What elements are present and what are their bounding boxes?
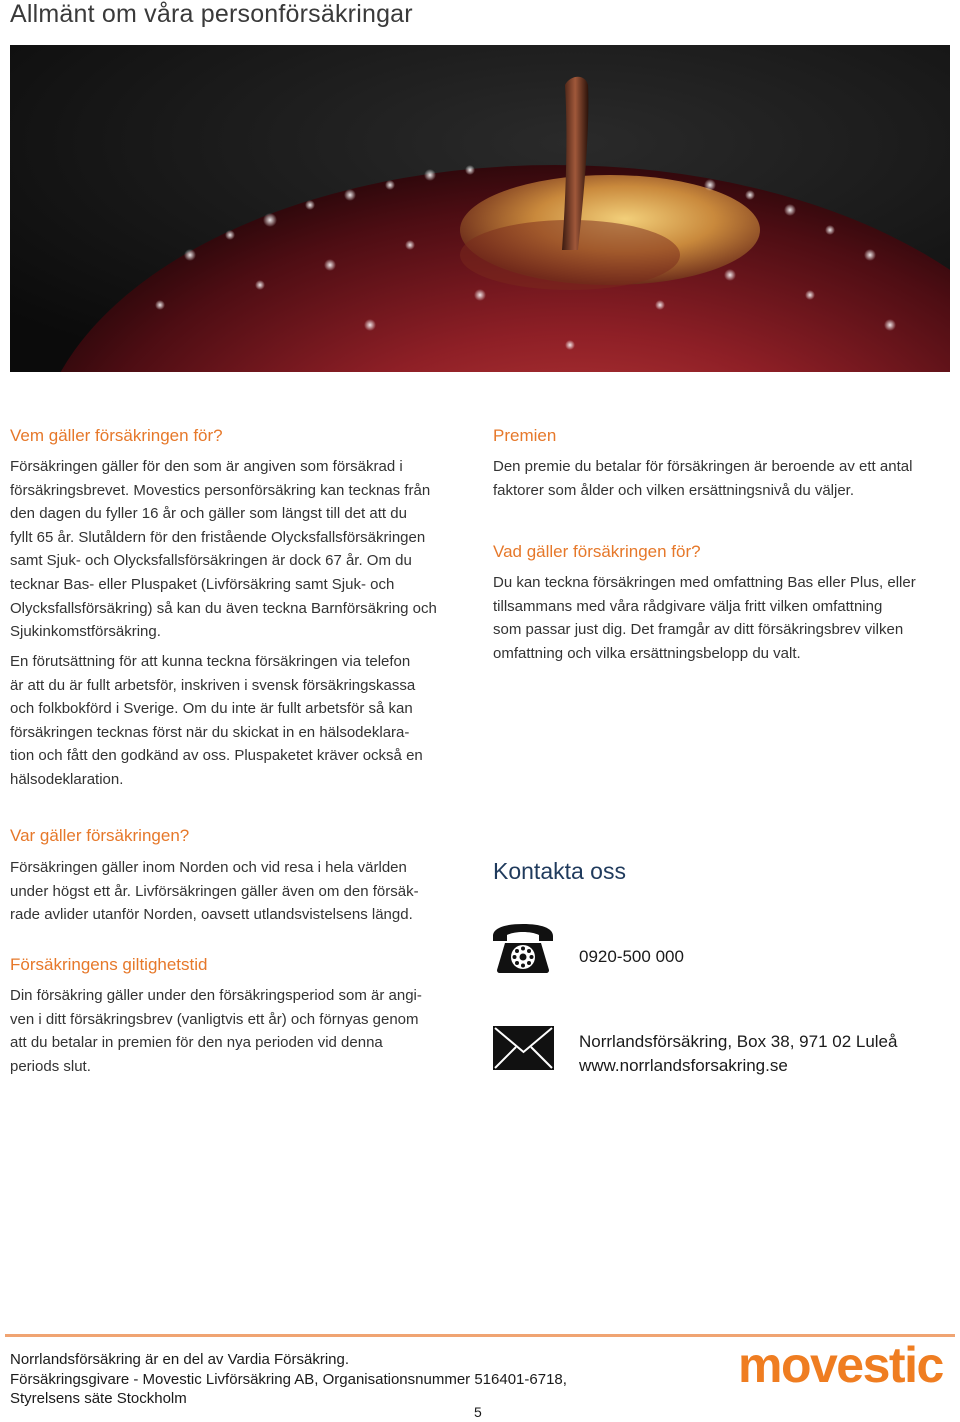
text-line: Försäkringen gäller för den som är angiven som försäkrad i xyxy=(10,458,403,475)
footer-text xyxy=(10,1350,567,1409)
text-line: tillsammans med våra rådgivare välja fritt vilken omfattning xyxy=(493,597,883,615)
paragraph-var xyxy=(10,856,480,927)
heading-premien: Premien xyxy=(493,426,557,445)
footer-line: Försäkringsgivare - Movestic Livförsäkring AB, Organisationsnummer 516401-6718, xyxy=(10,1370,567,1388)
phone-icon xyxy=(491,922,555,974)
paragraph-premien xyxy=(493,455,958,502)
text-line: försäkringsbrevet. Movestics personförsäkring kan tecknas från xyxy=(10,481,431,499)
page-title: Allmänt om våra personförsäkringar xyxy=(10,0,413,28)
text-line: hälsodeklaration. xyxy=(10,770,124,788)
website-link[interactable]: www.norrlandsforsakring.se xyxy=(579,1056,788,1075)
page-number: 5 xyxy=(474,1404,482,1420)
phone-number[interactable]: 0920-500 000 xyxy=(579,947,684,966)
text-line: och folkbokförd i Sverige. Om du inte är fullt arbetsför så kan xyxy=(10,700,413,718)
text-line: Olycksfallsförsäkring) så kan du även teckna Barnförsäkring och xyxy=(10,599,437,617)
text-line: rade avlider utanför Norden, oavsett utlandsvistelsens längd. xyxy=(10,906,413,924)
text-line: tion och fått den godkänd av oss. Pluspaketet kräver också en xyxy=(10,747,423,765)
heading-var: Var gäller försäkringen? xyxy=(10,826,190,845)
text-line: Sjukinkomstförsäkring. xyxy=(10,623,161,641)
text-line: under högst ett år. Livförsäkringen gäller även om den försäk- xyxy=(10,882,419,900)
paragraph-giltighet xyxy=(10,984,480,1078)
footer-line: Norrlandsförsäkring är en del av Vardia Försäkring. xyxy=(10,1351,350,1368)
mail-icon xyxy=(493,1026,554,1070)
text-line: ven i ditt försäkringsbrev (vanligtvis ett år) och förnyas genom xyxy=(10,1010,419,1028)
heading-giltighet: Försäkringens giltighetstid xyxy=(10,955,208,974)
text-line: är att du är fullt arbetsför, inskriven i svensk försäkringskassa xyxy=(10,676,416,694)
text-line: Försäkringen gäller inom Norden och vid resa i hela världen xyxy=(10,859,407,876)
paragraph-vad xyxy=(493,571,958,665)
text-line: omfattning och vilka ersättningsbelopp du valt. xyxy=(493,644,801,662)
text-line: Din försäkring gäller under den försäkringsperiod som är angi- xyxy=(10,987,422,1004)
text-line: faktorer som ålder och vilken ersättningsnivå du väljer. xyxy=(493,481,855,499)
heading-vad: Vad gäller försäkringen för? xyxy=(493,542,701,561)
text-line: tecknar Bas- eller Pluspaket (Livförsäkring samt Sjuk- och xyxy=(10,575,395,593)
text-line: Den premie du betalar för försäkringen är beroende av ett antal xyxy=(493,458,913,475)
postal-address: Norrlandsförsäkring, Box 38, 971 02 Luleå xyxy=(579,1032,898,1051)
movestic-logo: movestic xyxy=(738,1337,943,1393)
text-line: den dagen du fyller 16 år och gäller som längst till det att du xyxy=(10,505,407,523)
text-line: En förutsättning för att kunna teckna försäkringen via telefon xyxy=(10,653,411,670)
text-line: att du betalar in premien för den nya perioden vid denna xyxy=(10,1034,383,1052)
text-line: periods slut. xyxy=(10,1057,91,1075)
contact-heading: Kontakta oss xyxy=(493,858,626,884)
paragraph-vem-1 xyxy=(10,455,480,644)
paragraph-vem-2 xyxy=(10,650,480,792)
text-line: som passar just dig. Det framgår av ditt försäkringsbrev vilken xyxy=(493,621,904,639)
heading-vem: Vem gäller försäkringen för? xyxy=(10,426,223,445)
text-line: försäkringen tecknas först när du skickat in en hälsodeklara- xyxy=(10,723,410,741)
apple-photo xyxy=(10,45,950,372)
text-line: Du kan teckna försäkringen med omfattning Bas eller Plus, eller xyxy=(493,574,916,591)
text-line: fyllt 65 år. Slutåldern för den fristående Olycksfallsförsäkringen xyxy=(10,528,426,546)
footer-line: Styrelsens säte Stockholm xyxy=(10,1390,187,1407)
text-line: samt Sjuk- och Olycksfallsförsäkringen är dock 67 år. Om du xyxy=(10,552,412,570)
